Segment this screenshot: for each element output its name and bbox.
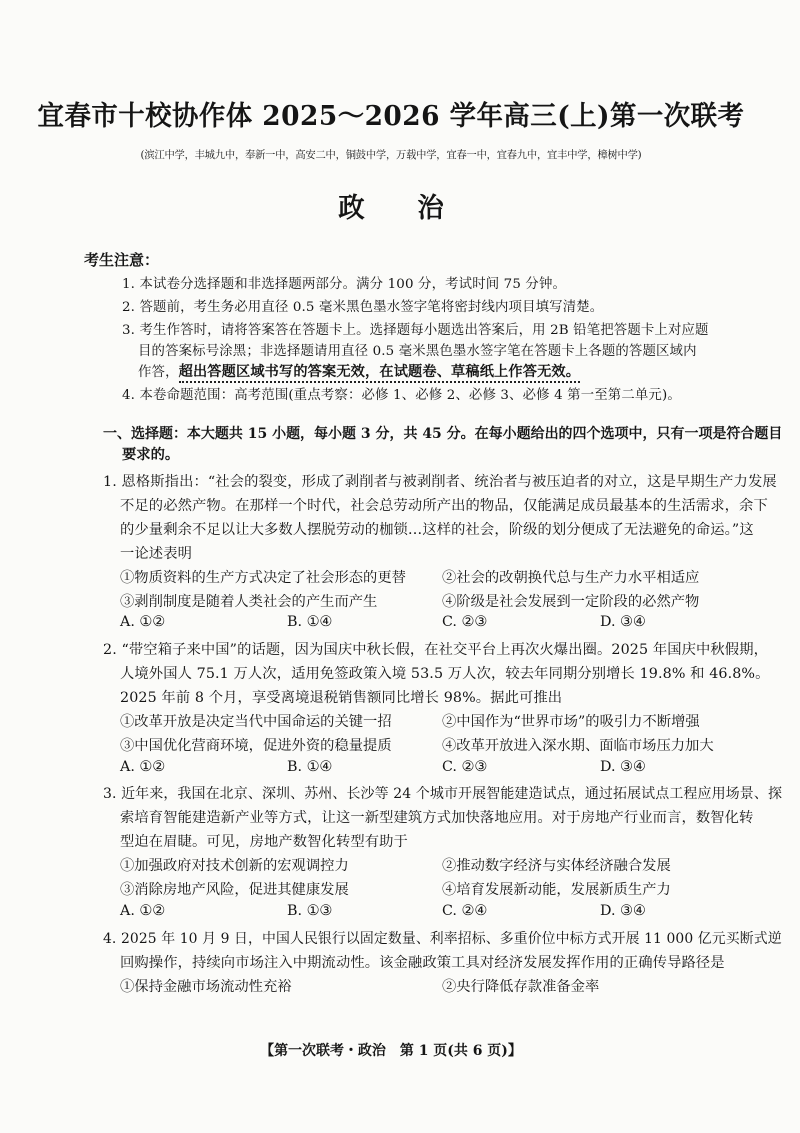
- q3-option-2: ②推动数字经济与实体经济融合发展: [442, 858, 671, 874]
- q2-line-2: 人境外国人 75.1 万人次，适用免签政策入境 53.5 万人次，较去年同期分别增长 19.8% 和 46.8%。: [120, 666, 770, 682]
- q2-option-2: ②中国作为“世界市场”的吸引力不断增强: [442, 714, 700, 730]
- subject-title: 政 治: [338, 193, 444, 224]
- q3-option-4: ④培育发展新动能，发展新质生产力: [442, 882, 671, 898]
- q2-line-1: 2. “带空箱子来中国”的话题，因为国庆中秋长假，在社交平台上再次火爆出圈。2025 年国庆中秋假期，: [103, 642, 768, 658]
- q3-answer-b: B. ①③: [287, 903, 333, 919]
- page-footer: 【第一次联考・政治 第 1 页(共 6 页)】: [260, 1043, 522, 1059]
- q3-option-3: ③消除房地产风险，促进其健康发展: [120, 882, 349, 898]
- q2-answer-c: C. ②③: [442, 759, 488, 775]
- q2-answer-d: D. ③④: [600, 759, 646, 775]
- q3-line-1: 3. 近年来，我国在北京、深圳、苏州、长沙等 24 个城市开展智能建造试点，通过拓展试点工程应用场景、探: [103, 786, 783, 802]
- participating-schools: (滨江中学，丰城九中，奉新一中，高安二中，铜鼓中学，万载中学，宜春一中，宜春九中，宜丰中学，樟树中学): [140, 149, 642, 161]
- q1-line-4: 一论述表明: [120, 546, 192, 562]
- q1-answer-b: B. ①④: [287, 614, 333, 630]
- q4-line-1: 4. 2025 年 10 月 9 日，中国人民银行以固定数量、利率招标、多重价位中标方式开展 11 000 亿元买断式逆: [103, 931, 782, 947]
- q3-answer-c: C. ②④: [442, 903, 488, 919]
- q1-option-3: ③剥削制度是随着人类社会的产生而产生: [120, 594, 378, 610]
- notice-heading: 考生注意：: [84, 251, 160, 269]
- q2-option-1: ①改革开放是决定当代中国命运的关键一招: [120, 714, 392, 730]
- notice-item-3-line-2: 目的答案标号涂黑；非选择题请用直径 0.5 毫米黑色墨水签字笔在答题卡上各题的答题区域内: [138, 344, 697, 359]
- exam-title: 宜春市十校协作体 2025～2026 学年高三(上)第一次联考: [37, 101, 745, 132]
- q1-answer-c: C. ②③: [442, 614, 488, 630]
- q2-option-3: ③中国优化营商环境，促进外资的稳量提质: [120, 738, 392, 754]
- q4-line-2: 回购操作，持续向市场注入中期流动性。该金融政策工具对经济发展发挥作用的正确传导路径是: [120, 955, 725, 971]
- notice-item-1: 1. 本试卷分选择题和非选择题两部分。满分 100 分，考试时间 75 分钟。: [122, 277, 567, 292]
- notice-item-3-prefix: 作答，: [138, 365, 179, 380]
- q1-line-1: 1. 恩格斯指出：“社会的裂变，形成了剥削者与被剥削者、统治者与被压迫者的对立，这是早期生产力发展: [103, 474, 777, 490]
- notice-item-4: 4. 本卷命题范围：高考范围(重点考察：必修 1、必修 2、必修 3、必修 4 第一至第二单元)。: [122, 388, 681, 403]
- q1-option-4: ④阶级是社会发展到一定阶段的必然产物: [442, 594, 700, 610]
- notice-item-3-line-1: 3. 考生作答时，请将答案答在答题卡上。选择题每小题选出答案后，用 2B 铅笔把答题卡上对应题: [122, 323, 709, 338]
- section-heading-line-2: 要求的。: [122, 447, 180, 463]
- q3-answer-a: A. ①②: [120, 903, 166, 919]
- q2-answer-b: B. ①④: [287, 759, 333, 775]
- q3-line-3: 型迫在眉睫。可见，房地产数智化转型有助于: [120, 834, 408, 850]
- notice-item-3-emphasis: 超出答题区域书写的答案无效，在试题卷、草稿纸上作答无效。: [179, 364, 580, 383]
- notice-item-3-line-3: [138, 361, 580, 381]
- q1-answer-d: D. ③④: [600, 614, 646, 630]
- q1-option-2: ②社会的改朝换代总与生产力水平相适应: [442, 570, 700, 586]
- q4-option-2: ②央行降低存款准备金率: [442, 979, 600, 995]
- q3-line-2: 索培育智能建造新产业等方式，让这一新型建筑方式加快落地应用。对于房地产行业而言，数智化转: [120, 810, 754, 826]
- q2-line-3: 2025 年前 8 个月，享受离境退税销售额同比增长 98%。据此可推出: [120, 690, 563, 706]
- q2-answer-a: A. ①②: [120, 759, 166, 775]
- q1-answer-a: A. ①②: [120, 614, 166, 630]
- q2-option-4: ④改革开放进入深水期、面临市场压力加大: [442, 738, 714, 754]
- q3-option-1: ①加强政府对技术创新的宏观调控力: [120, 858, 349, 874]
- q3-answer-d: D. ③④: [600, 903, 646, 919]
- section-heading-line-1: 一、选择题：本大题共 15 小题，每小题 3 分，共 45 分。在每小题给出的四个选项中，只有一项是符合题目: [103, 426, 783, 442]
- q1-line-3: 的少量剩余不足以让大多数人摆脱劳动的枷锁…这样的社会，阶级的划分便成了无法避免的命运。”这: [120, 522, 754, 538]
- notice-item-2: 2. 答题前，考生务必用直径 0.5 毫米黑色墨水签字笔将密封线内项目填写清楚。: [122, 300, 604, 315]
- q1-line-2: 不足的必然产物。在那样一个时代，社会总劳动所产出的物品，仅能满足成员最基本的生活需求，余下: [120, 498, 768, 514]
- q4-option-1: ①保持金融市场流动性充裕: [120, 979, 292, 995]
- q1-option-1: ①物质资料的生产方式决定了社会形态的更替: [120, 570, 406, 586]
